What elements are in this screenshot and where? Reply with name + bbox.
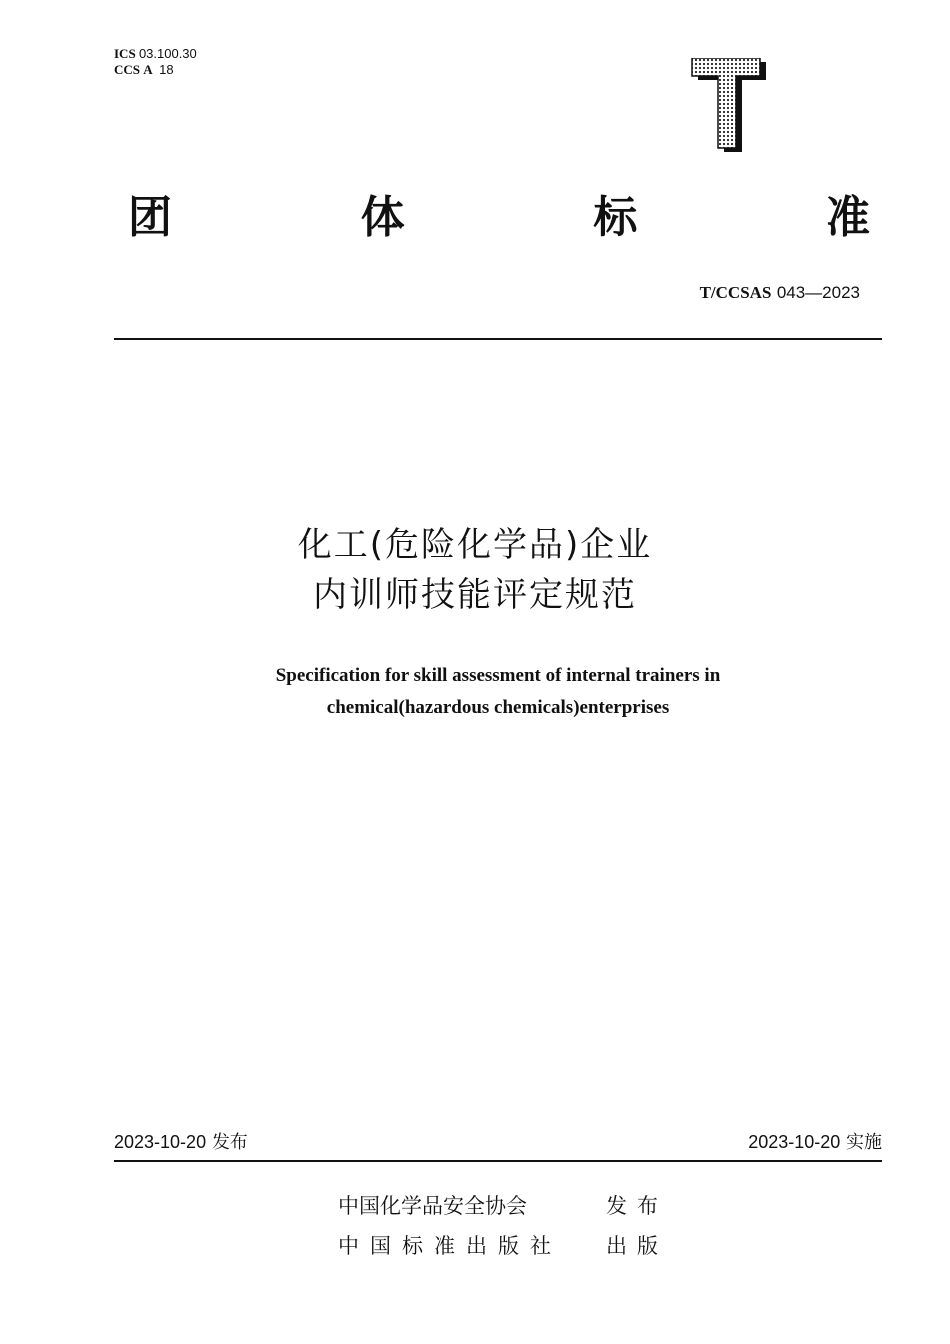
ccs-class: A [143,62,153,77]
footer-divider [114,1160,882,1162]
ccs-label: CCS [114,62,141,77]
ccs-code [114,62,197,78]
implementation-label: 实施 [846,1132,882,1153]
implementation-date: 2023-10-20 [748,1132,841,1152]
ics-value: 03.100.30 [138,46,197,61]
standard-type-char: 体 [360,192,405,243]
header-divider [114,338,882,340]
publisher-org: 中国标准出版社 [338,1234,562,1258]
chinese-title [0,520,950,620]
ics-code [114,46,197,62]
standard-number [700,282,860,304]
publisher-row [338,1186,668,1226]
standard-number-value: 043—2023 [776,283,860,302]
english-title-line2: chemical(hazardous chemicals)enterprises [326,697,670,718]
standard-number-prefix: T/CCSAS [699,283,772,302]
classification-codes [114,46,197,78]
standard-type-char: 准 [825,192,870,243]
english-title-line1: Specification for skill assessment of internal trainers in [275,665,721,686]
ccs-value: 18 [159,62,174,77]
issue-label: 发布 [211,1132,248,1153]
standard-type-char: 标 [593,192,638,243]
standard-type-t-logo-icon [690,58,770,154]
publisher-row [338,1226,668,1266]
english-title [0,660,950,724]
issue-date-block [114,1130,248,1155]
standard-type-heading [128,192,870,244]
implementation-date-block [748,1130,882,1155]
chinese-title-line2: 内训师技能评定规范 [313,575,637,615]
ics-label: ICS [114,46,136,61]
publisher-role: 发布 [606,1194,668,1218]
standard-type-char: 团 [128,192,172,243]
publisher-org: 中国化学品安全协会 [338,1194,527,1218]
issue-date: 2023-10-20 [114,1132,207,1152]
publishers [338,1186,668,1266]
publisher-role: 出版 [606,1234,668,1258]
chinese-title-line1: 化工(危险化学品)企业 [297,525,653,565]
